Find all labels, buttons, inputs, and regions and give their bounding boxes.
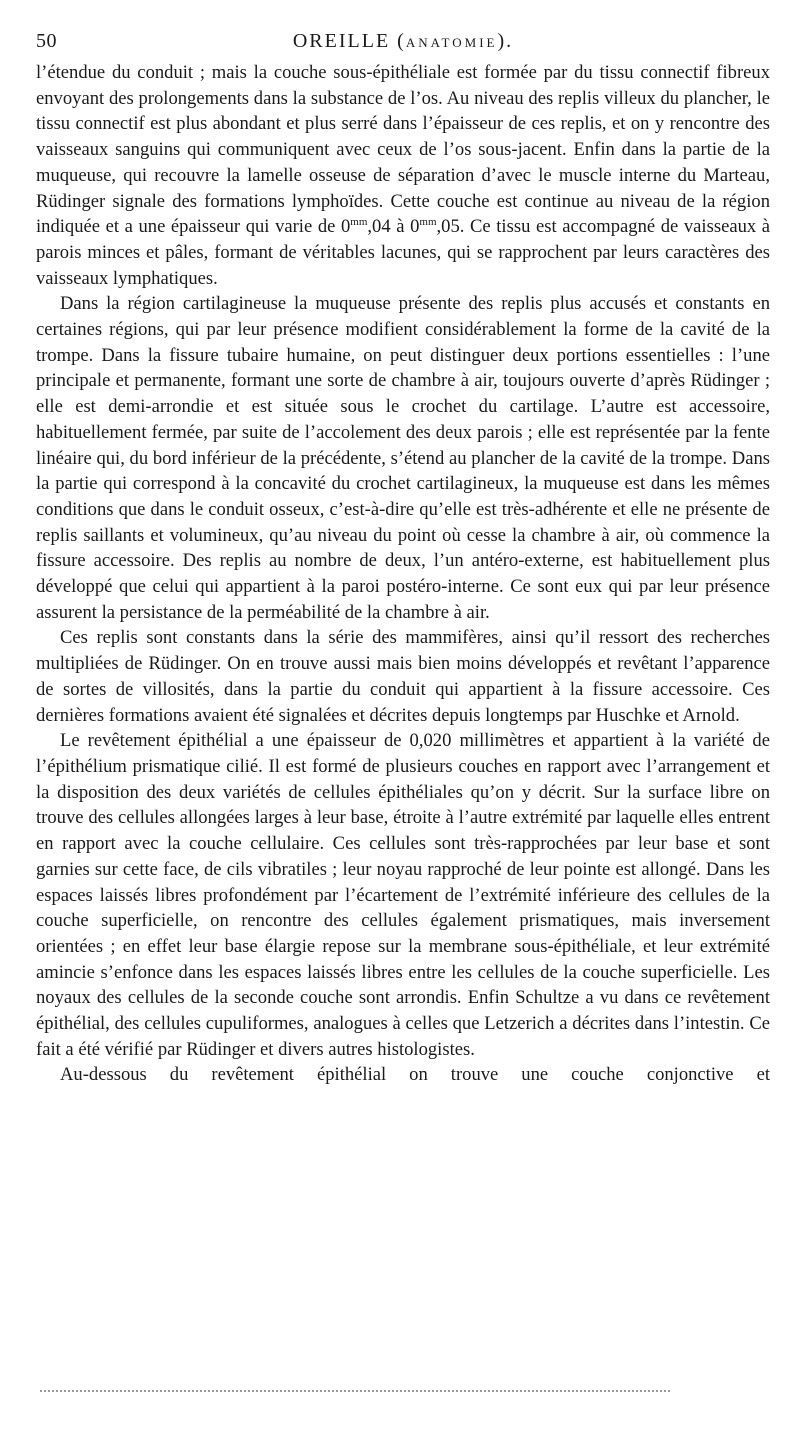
paragraph-2: Dans la région cartilagineuse la muqueuse présente des replis plus accusés et constants en certaines régions, qui par leur présence modifient considérablement la forme de la cavité de la trompe. Dans la fissure tubaire humaine, on peut distinguer deux portions essentielles : l’une principale et permanente, formant une sorte de chambre à air, toujours ouverte d’après Rüdinger ; elle est demi-arrondie et est située sous le crochet du cartilage. L’autre est accessoire, habituellement fermée, par suite de l’accolement des deux parois ; elle est représentée par la fente linéaire qui, du bord inférieur de la précédente, s’étend au plancher de la cavité de la trompe. Dans la partie qui correspond à la concavité du crochet cartilagineux, la muqueuse est dans les mêmes conditions que dans le conduit osseux, c’est-à-dire qu’elle est très-adhérente et elle ne présente de replis saillants et volumineux, qu’au niveau du point où cesse la chambre à air, où commence la fissure accessoire. Des replis au nombre de deux, l’un antéro-externe, est habituellement plus développé que celui qui appartient à la paroi postéro-interne. Ce sont eux qui par leur présence assurent la persistance de la perméabilité de la chambre à air. [36, 293, 770, 623]
measure-1-unit: mm [350, 216, 368, 229]
running-title [36, 30, 770, 53]
running-title-open-paren: ( [397, 30, 406, 52]
document-page [36, 24, 770, 1088]
footer-rule [40, 1390, 670, 1392]
paragraph-5: Au-dessous du revêtement épithélial on trouve une couche conjonctive et [60, 1064, 770, 1086]
paragraph-4: Le revêtement épithélial a une épaisseur de 0,020 millimètres et appartient à la variété de l’épithélium prismatique cilié. Il est formé de plusieurs couches en rapport avec l’arrangement et la disposition des deux variétés de cellules épithéliales qu’on y décrit. Sur la surface libre on trouve des cellules allongées larges à leur base, étroite à l’autre extrémité par laquelle elles entrent en rapport avec la couche cellulaire. Ces cellules sont très-rapprochées par leur base et sont garnies sur cette face, de cils vibratiles ; leur noyau rapproché de leur pointe est allongé. Dans les espaces laissés libres profondément par l’écartement de l’extrémité inférieure des cellules de la couche superficielle, on rencontre des cellules également prismatiques, mais inversement orientées ; en effet leur base élargie repose sur la membrane sous-épithéliale, et leur extrémité amincie s’enfonce dans les espaces laissés libres entre les cellules de la couche superficielle. Les noyaux des cellules de la seconde couche sont arrondis. Enfin Schultze a vu dans ce revêtement épithélial, des cellules cupuliformes, analogues à celles que Letzerich a décrites dans l’intestin. Ce fait a été vérifié par Rüdinger et divers autres histologistes. [36, 730, 770, 1060]
measure-2-value: 0 [410, 216, 420, 238]
measure-1-value: 0 [340, 216, 351, 238]
page-header [36, 24, 770, 60]
running-title-sub: ANATOMIE [405, 35, 498, 50]
page-number: 50 [36, 30, 57, 52]
measure-1-rest: ,04 à [367, 216, 411, 238]
paragraph-1-text-after: ,05. Ce tissu est accompagné de vaisseaux à parois minces et pâles, formant de véritables lacunes, qui se rapprochent par leurs caractères des vaisseaux lymphatiques. [36, 216, 771, 289]
paragraph-1 [36, 60, 770, 291]
paragraph-3: Ces replis sont constants dans la série des mammifères, ainsi qu’il ressort des recherches multipliées de Rüdinger. On en trouve aussi mais bien moins développés et revêtant l’apparence de sortes de villosités, dans la partie du conduit qui appartient à la fissure accessoire. Ces dernières formations avaient été signalées et décrites depuis longtemps par Huschke et Arnold. [36, 627, 770, 726]
running-title-main: OREILLE [292, 30, 391, 52]
body-text [36, 60, 770, 1088]
paragraph-1-text: l’étendue du conduit ; mais la couche sous-épithéliale est formée par du tissu connectif fibreux envoyant des prolongements dans la substance de l’os. Au niveau des replis villeux du plancher, le tissu connectif est plus abondant et plus serré dans l’épaisseur de ces replis, et on y rencontre des vaisseaux sanguins qui communiquent avec ceux de l’os sous-jacent. Enfin dans la partie de la muqueuse, qui recouvre la lamelle osseuse de séparation d’avec le muscle interne du Marteau, Rüdinger signale des formations lymphoïdes. Cette couche est continue au niveau de la région indiquée et a une épaisseur qui varie de [36, 62, 770, 238]
measure-2-unit: mm [419, 216, 437, 229]
running-title-close-paren: ). [497, 30, 514, 52]
